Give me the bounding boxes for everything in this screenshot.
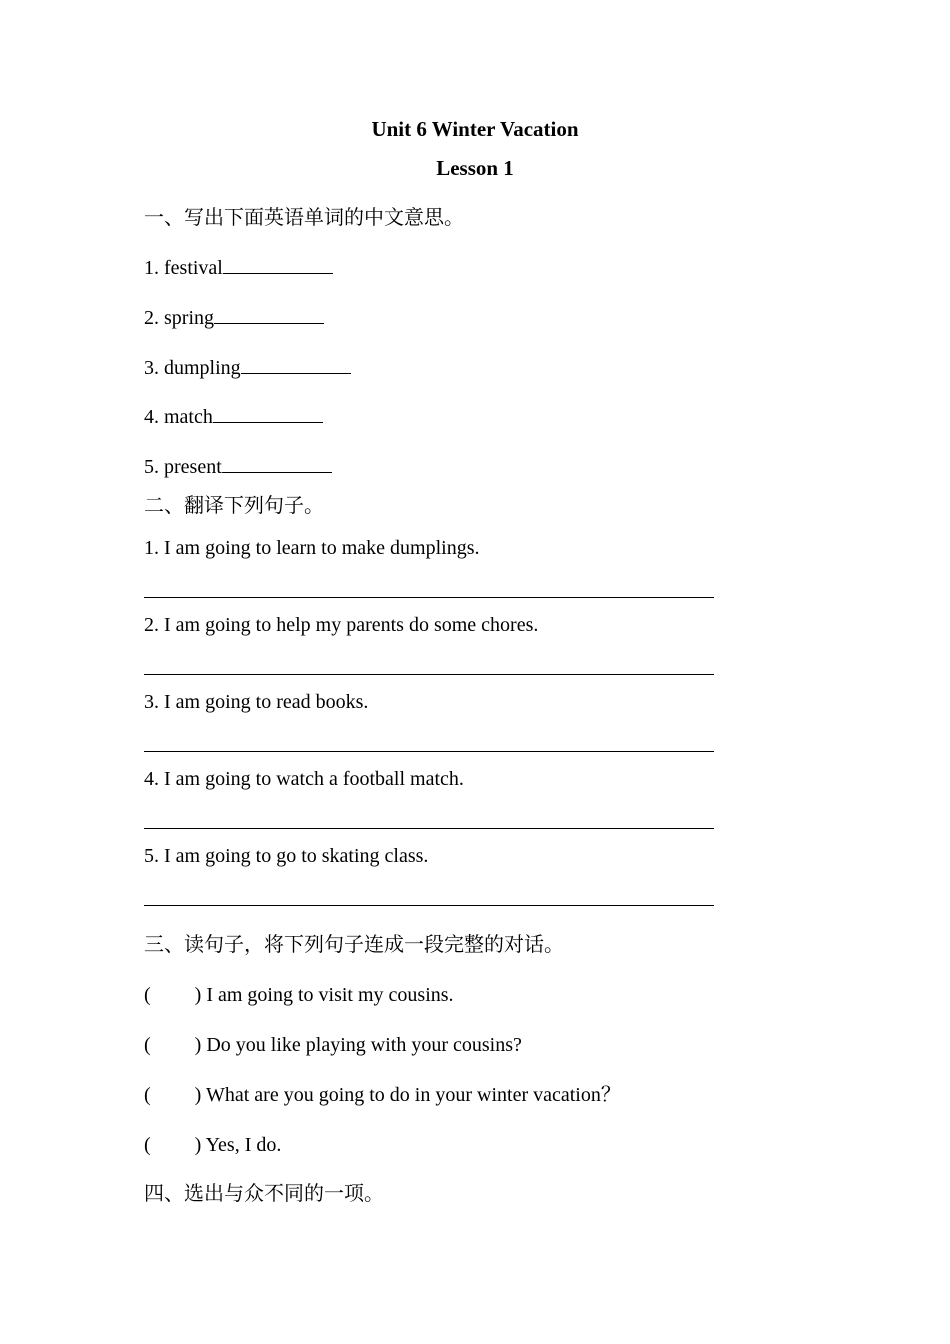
dialogue-text: ) What are you going to do in your winter vacation？	[194, 1084, 621, 1106]
vocab-blank[interactable]	[213, 404, 323, 423]
section2-heading: 二、翻译下列句子。	[144, 493, 324, 517]
vocab-blank[interactable]	[214, 305, 324, 324]
answer-line[interactable]	[144, 674, 714, 675]
dialogue-text: ) I am going to visit my cousins.	[194, 984, 454, 1006]
dialogue-item	[144, 1132, 281, 1158]
dialogue-item	[144, 1032, 522, 1058]
sentence-item: 5. I am going to go to skating class.	[144, 845, 429, 867]
vocab-item	[144, 255, 333, 281]
answer-line[interactable]	[144, 905, 714, 906]
lesson-subtitle: Lesson 1	[436, 156, 514, 180]
sentence-item: 1. I am going to learn to make dumplings.	[144, 537, 480, 559]
vocab-word: 1. festival	[144, 257, 223, 279]
open-paren: (	[144, 984, 151, 1006]
vocab-word: 3. dumpling	[144, 357, 241, 379]
vocab-item	[144, 404, 323, 430]
answer-line[interactable]	[144, 751, 714, 752]
answer-line[interactable]	[144, 828, 714, 829]
sentence-item: 2. I am going to help my parents do some chores.	[144, 614, 539, 636]
dialogue-item	[144, 982, 454, 1008]
section1-heading: 一、写出下面英语单词的中文意思。	[144, 205, 464, 229]
section4-heading: 四、选出与众不同的一项。	[144, 1181, 384, 1205]
dialogue-text: ) Do you like playing with your cousins?	[194, 1034, 522, 1056]
vocab-word: 5. present	[144, 456, 222, 478]
vocab-item	[144, 355, 351, 381]
vocab-word: 4. match	[144, 406, 213, 428]
sentence-item: 3. I am going to read books.	[144, 691, 369, 713]
vocab-word: 2. spring	[144, 307, 214, 329]
open-paren: (	[144, 1134, 151, 1156]
open-paren: (	[144, 1084, 151, 1106]
section3-heading: 三、读句子，将下列句子连成一段完整的对话。	[144, 932, 564, 956]
page-title: Unit 6 Winter Vacation	[371, 117, 579, 141]
vocab-blank[interactable]	[241, 355, 351, 374]
dialogue-text: ) Yes, I do.	[194, 1134, 282, 1156]
vocab-blank[interactable]	[222, 454, 332, 473]
vocab-item	[144, 454, 332, 480]
open-paren: (	[144, 1034, 151, 1056]
vocab-blank[interactable]	[223, 255, 333, 274]
sentence-item: 4. I am going to watch a football match.	[144, 768, 464, 790]
vocab-item	[144, 305, 324, 331]
dialogue-item	[144, 1082, 621, 1108]
answer-line[interactable]	[144, 597, 714, 598]
